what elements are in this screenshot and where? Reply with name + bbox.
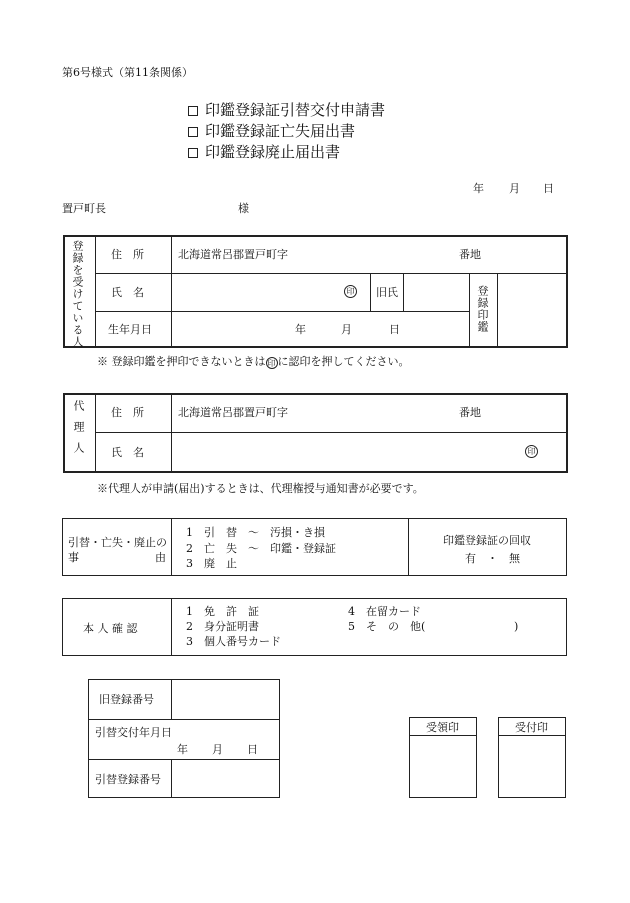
identity-item-other-close: ) (514, 620, 519, 633)
registrant-side-label: 登録を受けている人 (71, 240, 84, 348)
registrant-address-prefix: 北海道常呂郡置戸町字 (178, 248, 288, 261)
reason-label-line2a: 事 (68, 551, 79, 564)
agent-side-label: 代理人 (72, 400, 85, 463)
reason-item-loss: 2 亡 失 ～ 印鑑・登録証 (186, 542, 336, 555)
registrant-name-input[interactable] (172, 274, 338, 310)
agent-address-suffix: 番地 (459, 406, 481, 419)
identity-other-input[interactable] (432, 617, 510, 633)
registrant-address-suffix: 番地 (459, 248, 481, 261)
identity-label: 本 人 確 認 (83, 622, 138, 635)
checkbox-abolish[interactable] (188, 148, 198, 158)
reason-item-abolish: 3 廃 止 (186, 557, 237, 570)
registrant-address-label: 住 所 (111, 248, 144, 261)
birth-month: 月 (341, 323, 352, 336)
checkbox-exchange[interactable] (188, 106, 198, 116)
date-day: 日 (543, 182, 554, 195)
title-abolish: 印鑑登録廃止届出書 (188, 145, 340, 160)
addressee-honorific: 様 (238, 202, 249, 215)
agent-address-prefix: 北海道常呂郡置戸町字 (178, 406, 288, 419)
registrant-name-label: 氏 名 (111, 286, 144, 299)
acceptance-stamp-label: 受付印 (515, 721, 548, 734)
reason-item-exchange: 1 引 替 ～ 汚損・き損 (186, 526, 325, 539)
issue-day: 日 (247, 743, 258, 756)
new-number-label: 引替登録番号 (95, 773, 161, 786)
title-exchange: 印鑑登録証引替交付申請書 (188, 103, 385, 118)
old-number-label: 旧登録番号 (99, 693, 154, 706)
former-name-label: 旧氏 (376, 286, 398, 299)
identity-item-id-certificate: 2 身分証明書 (186, 620, 259, 633)
reason-label-line2b: 由 (155, 551, 166, 564)
reason-label-line1: 引替・亡失・廃止の (68, 536, 167, 549)
agent-name-label: 氏 名 (111, 446, 144, 459)
agent-address-label: 住 所 (111, 406, 144, 419)
note-seal: ※ 登録印鑑を押印できないときは 印 に認印を押してください。 (97, 355, 410, 368)
birth-day: 日 (389, 323, 400, 336)
birthdate-label: 生年月日 (108, 323, 152, 336)
agent-seal-icon: 印 (525, 445, 538, 458)
issue-month: 月 (212, 743, 223, 756)
identity-item-residence-card: 4 在留カード (348, 605, 421, 618)
identity-item-license: 1 免 許 証 (186, 605, 259, 618)
date-year: 年 (473, 182, 484, 195)
form-number: 第6号様式（第11条関係） (62, 66, 193, 79)
addressee-name: 置戸町長 (62, 202, 106, 215)
identity-item-my-number: 3 個人番号カード (186, 635, 281, 648)
registered-seal-label: 登録印鑑 (476, 285, 489, 333)
issue-date-label: 引替交付年月日 (95, 726, 172, 739)
registrant-seal-icon: 印 (344, 285, 357, 298)
issue-year: 年 (177, 743, 188, 756)
agent-name-input[interactable] (172, 433, 512, 471)
note-agent: ※代理人が申請(届出)するときは、代理権授与通知書が必要です。 (97, 482, 424, 495)
seal-mark-icon: 印 (267, 359, 276, 368)
recovery-label: 印鑑登録証の回収 (443, 534, 531, 547)
recovery-options[interactable]: 有 ・ 無 (465, 552, 520, 565)
checkbox-loss[interactable] (188, 127, 198, 137)
identity-item-other: 5 そ の 他( (348, 620, 426, 633)
birth-year: 年 (295, 323, 306, 336)
date-month: 月 (509, 182, 520, 195)
receipt-stamp-label: 受領印 (426, 721, 459, 734)
title-loss: 印鑑登録証亡失届出書 (188, 124, 355, 139)
